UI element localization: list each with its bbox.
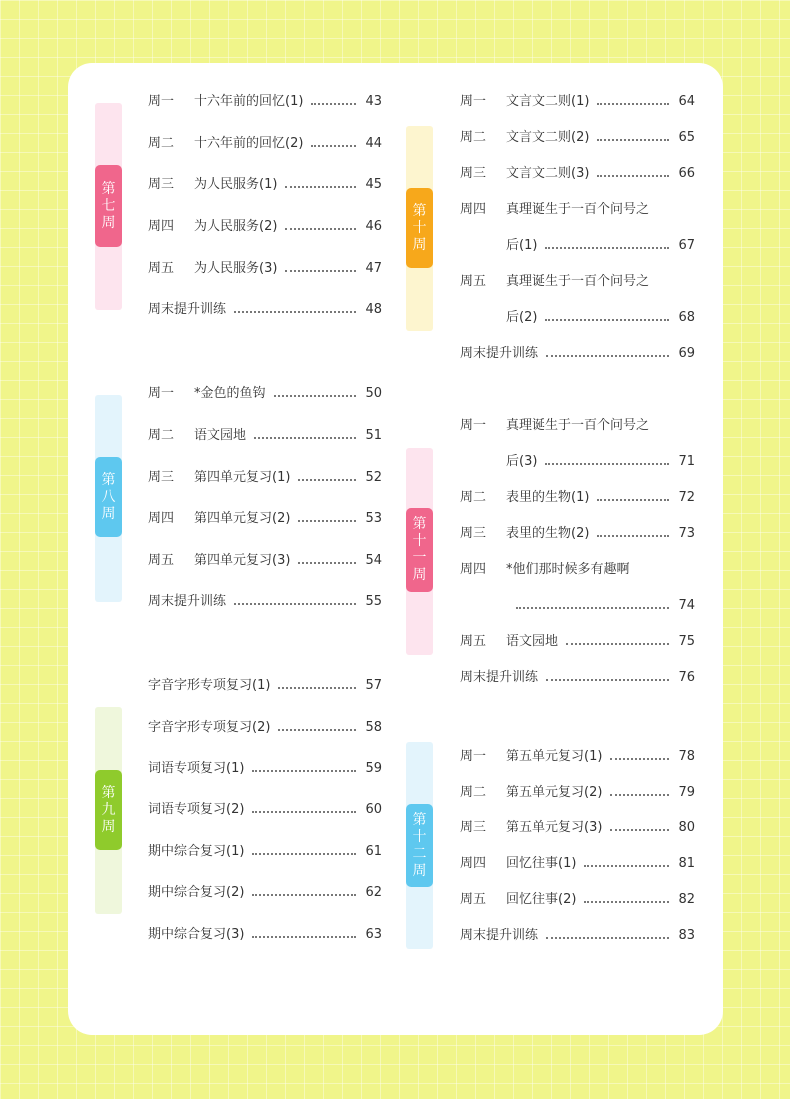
entry-page: 62 [365, 885, 382, 900]
leader-dots [252, 811, 356, 813]
leader-dots [584, 865, 669, 867]
toc-entry[interactable] [460, 199, 695, 221]
entry-page: 54 [365, 553, 382, 568]
entry-title: 为人民服务(3) [194, 261, 278, 276]
toc-entry[interactable] [460, 415, 695, 437]
entry-page: 59 [365, 761, 382, 776]
toc-entry[interactable] [148, 258, 382, 280]
entry-title: 为人民服务(2) [194, 219, 278, 234]
entry-title: 周末提升训练 [460, 346, 539, 361]
toc-entry[interactable] [148, 425, 382, 447]
entry-title: 周末提升训练 [148, 594, 227, 609]
leader-dots [597, 175, 669, 177]
leader-dots [610, 758, 669, 760]
entry-title: 后(2) [506, 310, 538, 325]
entry-day: 周一 [460, 418, 487, 433]
week7-tab [95, 165, 122, 247]
toc-entry[interactable] [148, 299, 382, 321]
entry-page: 75 [678, 634, 695, 649]
entry-page: 68 [678, 310, 695, 325]
leader-dots [311, 145, 356, 147]
entry-page: 52 [365, 470, 382, 485]
entry-title: 第五单元复习(1) [506, 749, 603, 764]
entry-page: 73 [678, 526, 695, 541]
entry-day: 周一 [148, 386, 175, 401]
entry-day: 周一 [460, 94, 487, 109]
leader-dots [298, 479, 356, 481]
entry-title: 第五单元复习(3) [506, 820, 603, 835]
entry-title: 期中综合复习(2) [148, 885, 245, 900]
tab-char: 二 [412, 845, 427, 862]
tab-char: 周 [101, 818, 116, 835]
entry-title: 周末提升训练 [148, 302, 227, 317]
entry-page: 47 [365, 261, 382, 276]
entry-title: 回忆往事(1) [506, 856, 577, 871]
tab-char: 第 [412, 811, 427, 828]
entry-title: 第四单元复习(1) [194, 470, 291, 485]
toc-entry[interactable] [460, 487, 695, 509]
toc-entry-continuation[interactable] [516, 595, 695, 617]
entry-day: 周四 [148, 219, 175, 234]
toc-entry[interactable] [460, 889, 695, 911]
entry-title: 字音字形专项复习(1) [148, 678, 271, 693]
leader-dots [252, 770, 356, 772]
leader-dots [298, 562, 356, 564]
toc-entry[interactable] [148, 841, 382, 863]
entry-day: 周二 [148, 428, 175, 443]
tab-char: 周 [101, 214, 116, 231]
leader-dots [278, 687, 356, 689]
entry-page: 55 [365, 594, 382, 609]
toc-entry[interactable] [460, 127, 695, 149]
leader-dots [597, 139, 669, 141]
leader-dots [298, 520, 356, 522]
toc-entry[interactable] [148, 133, 382, 155]
leader-dots [545, 247, 669, 249]
entry-page: 61 [365, 844, 382, 859]
entry-title: 表里的生物(2) [506, 526, 590, 541]
toc-entry[interactable] [460, 523, 695, 545]
tab-char: 第 [412, 516, 427, 532]
toc-entry[interactable] [460, 631, 695, 653]
tab-char: 第 [412, 202, 427, 219]
entry-title: 词语专项复习(1) [148, 761, 245, 776]
toc-entry[interactable] [460, 91, 695, 113]
tab-char: 周 [412, 236, 427, 253]
entry-page: 53 [365, 511, 382, 526]
entry-page: 67 [678, 238, 695, 253]
entry-page: 57 [365, 678, 382, 693]
tab-char: 十 [412, 828, 427, 845]
entry-day: 周四 [148, 511, 175, 526]
entry-page: 44 [365, 136, 382, 151]
entry-title: 回忆往事(2) [506, 892, 577, 907]
leader-dots [610, 829, 669, 831]
leader-dots [597, 499, 669, 501]
entry-page: 80 [678, 820, 695, 835]
tab-char: 一 [412, 550, 427, 566]
leader-dots [584, 901, 669, 903]
leader-dots [254, 437, 356, 439]
entry-day: 周四 [460, 202, 487, 217]
entry-title: 真理诞生于一百个问号之 [506, 202, 650, 217]
entry-day: 周三 [460, 166, 487, 181]
entry-page: 72 [678, 490, 695, 505]
entry-day: 周三 [148, 177, 175, 192]
entry-page: 74 [678, 598, 695, 613]
leader-dots [610, 794, 669, 796]
leader-dots [274, 395, 356, 397]
entry-page: 50 [365, 386, 382, 401]
toc-entry[interactable] [148, 216, 382, 238]
tab-char: 十 [412, 219, 427, 236]
entry-day: 周二 [460, 490, 487, 505]
toc-entry-continuation[interactable] [506, 235, 695, 257]
leader-dots [597, 535, 669, 537]
entry-title: *他们那时候多有趣啊 [506, 562, 630, 577]
entry-page: 46 [365, 219, 382, 234]
entry-day: 周三 [460, 820, 487, 835]
toc-entry[interactable] [148, 467, 382, 489]
toc-entry[interactable] [148, 591, 382, 613]
leader-dots [285, 228, 356, 230]
entry-title: 表里的生物(1) [506, 490, 590, 505]
entry-title: 真理诞生于一百个问号之 [506, 274, 650, 289]
leader-dots [252, 894, 356, 896]
leader-dots [278, 729, 356, 731]
entry-page: 81 [678, 856, 695, 871]
entry-page: 83 [678, 928, 695, 943]
tab-char: 周 [412, 567, 427, 583]
entry-page: 43 [365, 94, 382, 109]
entry-title: 为人民服务(1) [194, 177, 278, 192]
entry-title: 语文园地 [506, 634, 559, 649]
tab-char: 第 [101, 180, 116, 197]
leader-dots [516, 607, 669, 609]
entry-day: 周二 [460, 130, 487, 145]
entry-page: 51 [365, 428, 382, 443]
tab-char: 九 [101, 801, 116, 818]
leader-dots [234, 311, 356, 313]
entry-page: 78 [678, 749, 695, 764]
toc-entry[interactable] [460, 343, 695, 365]
entry-title: 十六年前的回忆(2) [194, 136, 304, 151]
entry-page: 69 [678, 346, 695, 361]
tab-char: 周 [412, 862, 427, 879]
week8-tab [95, 457, 122, 537]
entry-title: 词语专项复习(2) [148, 802, 245, 817]
tab-char: 第 [101, 471, 116, 488]
entry-title: 文言文二则(3) [506, 166, 590, 181]
entry-title: 期中综合复习(3) [148, 927, 245, 942]
toc-entry[interactable] [148, 508, 382, 530]
toc-entry[interactable] [460, 853, 695, 875]
tab-char: 十 [412, 533, 427, 549]
week10-tab [406, 188, 433, 268]
toc-entry[interactable] [148, 799, 382, 821]
entry-title: 周末提升训练 [460, 670, 539, 685]
toc-entry[interactable] [148, 91, 382, 113]
entry-title: 第四单元复习(3) [194, 553, 291, 568]
entry-page: 66 [678, 166, 695, 181]
entry-title: 文言文二则(1) [506, 94, 590, 109]
entry-title: 期中综合复习(1) [148, 844, 245, 859]
leader-dots [545, 463, 669, 465]
entry-day: 周四 [460, 856, 487, 871]
leader-dots [545, 319, 669, 321]
entry-title: 第五单元复习(2) [506, 785, 603, 800]
toc-entry[interactable] [460, 163, 695, 185]
entry-title: 第四单元复习(2) [194, 511, 291, 526]
toc-entry[interactable] [148, 758, 382, 780]
entry-day: 周五 [460, 634, 487, 649]
entry-day: 周三 [460, 526, 487, 541]
entry-title: 字音字形专项复习(2) [148, 720, 271, 735]
toc-entry[interactable] [460, 667, 695, 689]
tab-char: 七 [101, 197, 116, 214]
entry-page: 60 [365, 802, 382, 817]
leader-dots [252, 853, 356, 855]
entry-day: 周五 [148, 553, 175, 568]
entry-page: 65 [678, 130, 695, 145]
entry-day: 周四 [460, 562, 487, 577]
entry-title: 语文园地 [194, 428, 247, 443]
entry-page: 58 [365, 720, 382, 735]
entry-day: 周二 [460, 785, 487, 800]
toc-entry[interactable] [148, 882, 382, 904]
toc-entry[interactable] [148, 174, 382, 196]
entry-day: 周二 [148, 136, 175, 151]
tab-char: 周 [101, 505, 116, 522]
leader-dots [546, 355, 669, 357]
entry-day: 周一 [460, 749, 487, 764]
toc-entry[interactable] [148, 550, 382, 572]
leader-dots [546, 937, 669, 939]
entry-title: 后(1) [506, 238, 538, 253]
toc-entry[interactable] [148, 717, 382, 739]
entry-page: 71 [678, 454, 695, 469]
entry-day: 周一 [148, 94, 175, 109]
tab-char: 第 [101, 784, 116, 801]
entry-title: 十六年前的回忆(1) [194, 94, 304, 109]
entry-day: 周五 [148, 261, 175, 276]
entry-day: 周五 [460, 892, 487, 907]
leader-dots [234, 603, 356, 605]
leader-dots [285, 186, 356, 188]
toc-entry[interactable] [148, 924, 382, 946]
entry-page: 63 [365, 927, 382, 942]
week11-tab [406, 508, 433, 592]
entry-title: 周末提升训练 [460, 928, 539, 943]
entry-day: 周三 [148, 470, 175, 485]
leader-dots [597, 103, 669, 105]
week12-tab [406, 804, 433, 887]
entry-day: 周五 [460, 274, 487, 289]
toc-entry[interactable] [148, 383, 382, 405]
week9-tab [95, 770, 122, 850]
entry-page: 76 [678, 670, 695, 685]
entry-page: 48 [365, 302, 382, 317]
toc-entry[interactable] [460, 925, 695, 947]
entry-title: 文言文二则(2) [506, 130, 590, 145]
toc-entry[interactable] [460, 817, 695, 839]
entry-title: *金色的鱼钩 [194, 386, 266, 401]
toc-entry[interactable] [460, 782, 695, 804]
tab-char: 八 [101, 488, 116, 505]
toc-entry[interactable] [460, 271, 695, 293]
leader-dots [566, 643, 669, 645]
entry-page: 82 [678, 892, 695, 907]
entry-page: 79 [678, 785, 695, 800]
entry-page: 45 [365, 177, 382, 192]
leader-dots [311, 103, 356, 105]
toc-entry[interactable] [148, 675, 382, 697]
leader-dots [252, 936, 356, 938]
leader-dots [285, 270, 356, 272]
entry-page: 64 [678, 94, 695, 109]
toc-entry[interactable] [460, 746, 695, 768]
entry-title: 后(3) [506, 454, 538, 469]
entry-title: 真理诞生于一百个问号之 [506, 418, 650, 433]
toc-entry-continuation[interactable] [506, 451, 695, 473]
leader-dots [546, 679, 669, 681]
toc-entry[interactable] [460, 559, 695, 581]
toc-entry-continuation[interactable] [506, 307, 695, 329]
